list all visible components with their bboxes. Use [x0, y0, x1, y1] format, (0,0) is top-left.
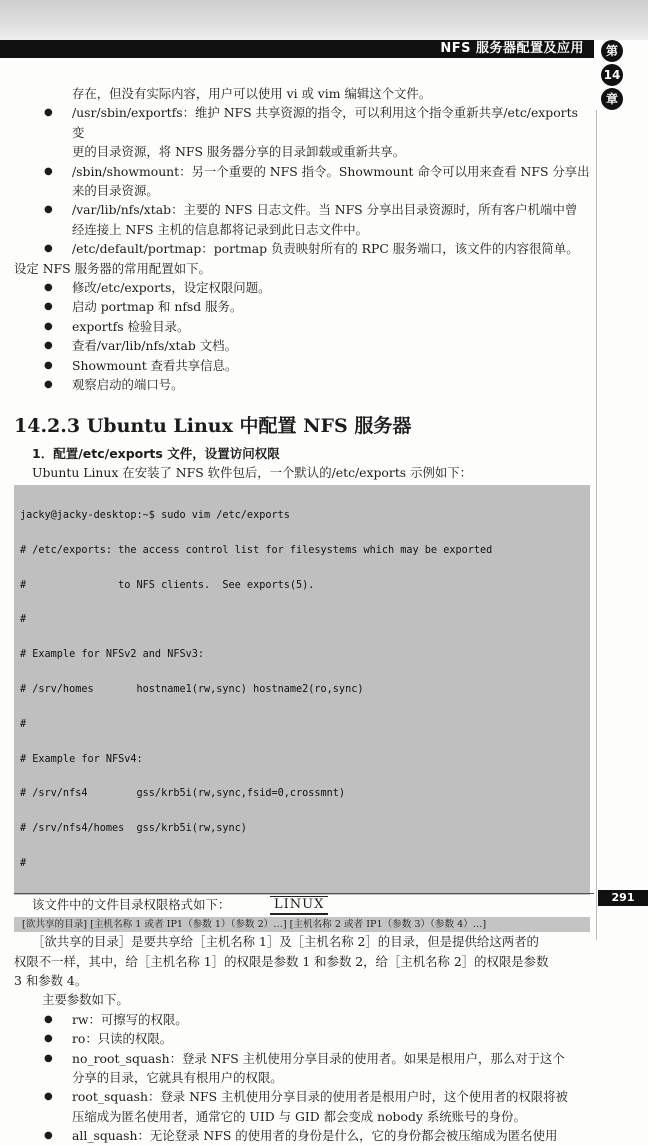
- list-item: ● rw：可擦写的权限。: [14, 1010, 590, 1029]
- chapter-number: 14: [601, 64, 623, 86]
- list-item: ● all_squash：无论登录 NFS 的使用者的身份是什么，它的身份都会被压缩成为匿名使用: [14, 1126, 590, 1145]
- format-intro: 该文件中的文件目录权限格式如下：: [32, 896, 231, 912]
- subsection-intro: Ubuntu Linux 在安装了 NFS 软件包后，一个默认的/etc/exports 示例如下：: [32, 464, 473, 480]
- config-intro: 设定 NFS 服务器的常用配置如下。: [14, 260, 211, 276]
- page-content: [14, 84, 590, 1146]
- right-margin-rule: [596, 110, 597, 940]
- code-line: # /srv/nfs4 gss/krb5i(rw,sync,fsid=0,crossmnt): [20, 788, 346, 800]
- code-line: # Example for NFSv2 and NFSv3:: [20, 649, 205, 661]
- list-item: ● 查看/var/lib/nfs/xtab 文档。: [14, 336, 590, 355]
- code-line: # /etc/exports: the access control list for filesystems which may be exported: [20, 544, 493, 556]
- code-line: # to NFS clients. See exports(5).: [20, 579, 315, 591]
- code-line: #: [20, 857, 27, 869]
- top-shadow: [0, 0, 648, 40]
- chapter-label-top: 第: [601, 40, 623, 62]
- running-header-title: NFS 服务器配置及应用: [440, 41, 584, 56]
- list-item: ● 启动 portmap 和 nfsd 服务。: [14, 297, 590, 316]
- list-item: ● /usr/sbin/exportfs：维护 NFS 共享资源的指令，可以利用这个指令重新共享/etc/exports 变 更的目录资源，将 NFS 服务器分享的目录卸载或重新共享。: [14, 103, 590, 161]
- header-bar: [0, 40, 594, 58]
- list-item: ● /sbin/showmount：另一个重要的 NFS 指令。Showmount 命令可以用来查看 NFS 分享出 来的目录资源。: [14, 162, 590, 201]
- format-description: ［欲共享的目录］是要共享给［主机名称 1］及［主机名称 2］的目录，但是提供给这两者的 权限不一样，其中，给［主机名称 1］的权限是参数 1 和参数 2，给［主机名称 2］的权限是参数 3 和参数 4。: [14, 934, 549, 988]
- continued-text: 存在，但没有实际内容，用户可以使用 vi 或 vim 编辑这个文件。: [72, 86, 432, 101]
- footer-logo: LINUX: [270, 896, 328, 915]
- list-item: ● /var/lib/nfs/xtab：主要的 NFS 日志文件。当 NFS 分享出目录资源时，所有客户机端中曾 经连接上 NFS 主机的信息都将记录到此日志文件中。: [14, 200, 590, 239]
- list-item: ● 观察启动的端口号。: [14, 375, 590, 394]
- code-line: # /srv/homes hostname1(rw,sync) hostname2(ro,sync): [20, 684, 364, 695]
- list-item: ● /etc/default/portmap：portmap 负责映射所有的 RPC 服务端口，该文件的内容很简单。: [14, 239, 590, 258]
- list-item: ● Showmount 查看共享信息。: [14, 356, 590, 375]
- code-line: # /srv/nfs4/homes gss/krb5i(rw,sync): [20, 823, 247, 835]
- params-intro: 主要参数如下。: [42, 992, 129, 1008]
- params-list: [14, 1010, 590, 1146]
- code-block: [14, 485, 590, 895]
- code-line: jacky@jacky-desktop:~$ sudo vim /etc/exports: [20, 510, 290, 522]
- page-number: 291: [598, 890, 648, 906]
- chapter-label-bottom: 章: [601, 88, 623, 110]
- config-steps-list: [14, 278, 590, 394]
- list-item: ● ro：只读的权限。: [14, 1029, 590, 1048]
- file-list: [14, 103, 590, 258]
- subsection-heading: 1．配置/etc/exports 文件，设置访问权限: [32, 445, 280, 461]
- list-item: ● no_root_squash：登录 NFS 主机使用分享目录的使用者。如果是根用户，那么对于这个 分享的目录，它就具有根用户的权限。: [14, 1049, 590, 1088]
- list-item: ● 修改/etc/exports，设定权限问题。: [14, 278, 590, 297]
- list-item: ● exportfs 检验目录。: [14, 317, 590, 336]
- format-syntax: [欲共享的目录] [主机名称 1 或者 IP1（参数 1）（参数 2）…] [主机名称 2 或者 IP1（参数 3）（参数 4）…]: [14, 917, 590, 932]
- section-heading: 14.2.3 Ubuntu Linux 中配置 NFS 服务器: [14, 414, 412, 437]
- list-item: ● root_squash：登录 NFS 主机使用分享目录的使用者是根用户时，这个使用者的权限将被 压缩成为匿名使用者，通常它的 UID 与 GID 都会变成 nobody 系统账号的身份。: [14, 1087, 590, 1126]
- code-line: #: [20, 718, 27, 730]
- footer-rule: [14, 893, 594, 894]
- chapter-tab: [598, 40, 626, 110]
- code-line: #: [20, 614, 27, 626]
- code-line: # Example for NFSv4:: [20, 753, 143, 765]
